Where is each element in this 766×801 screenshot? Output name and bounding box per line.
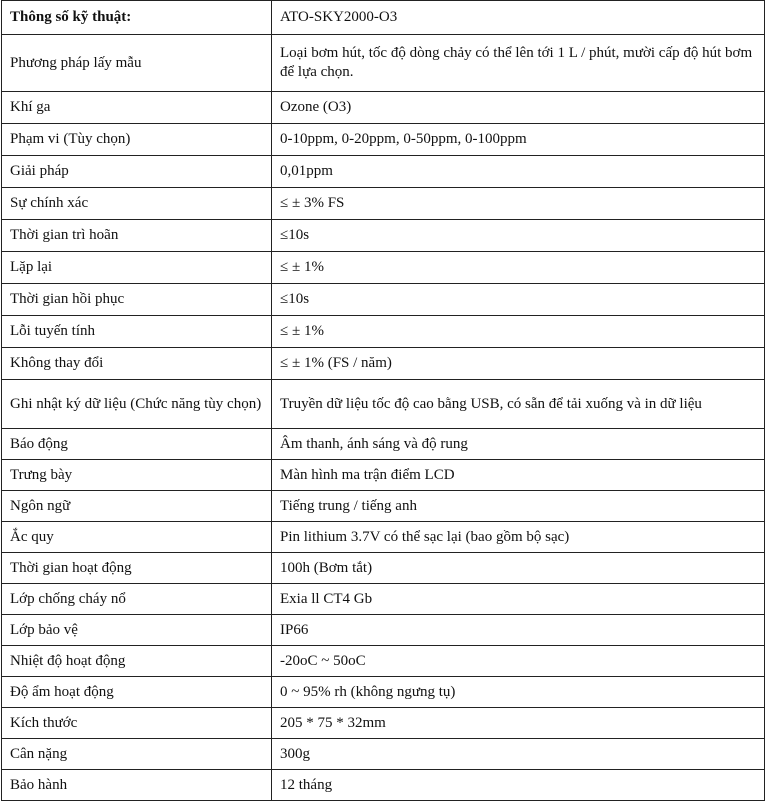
row-value: IP66 [272, 615, 765, 646]
header-label: Thông số kỹ thuật: [2, 1, 272, 35]
row-value: ≤ ± 3% FS [272, 188, 765, 220]
row-label: Giải pháp [2, 156, 272, 188]
row-label: Kích thước [2, 708, 272, 739]
table-row [2, 429, 765, 460]
table-row [2, 92, 765, 124]
table-row [2, 252, 765, 284]
row-value: Truyền dữ liệu tốc độ cao bằng USB, có sẵn để tải xuống và in dữ liệu [272, 380, 765, 429]
row-value: Exia ll CT4 Gb [272, 584, 765, 615]
table-row [2, 677, 765, 708]
row-value: ≤10s [272, 220, 765, 252]
table-row [2, 553, 765, 584]
row-value: Pin lithium 3.7V có thể sạc lại (bao gồm bộ sạc) [272, 522, 765, 553]
row-value: 205 * 75 * 32mm [272, 708, 765, 739]
row-label: Ắc quy [2, 522, 272, 553]
row-label: Lặp lại [2, 252, 272, 284]
row-label: Phạm vi (Tùy chọn) [2, 124, 272, 156]
table-row [2, 156, 765, 188]
table-row [2, 316, 765, 348]
table-row [2, 646, 765, 677]
table-header-row [2, 1, 765, 35]
row-label: Không thay đổi [2, 348, 272, 380]
row-label: Cân nặng [2, 739, 272, 770]
row-label: Báo động [2, 429, 272, 460]
row-value: ≤10s [272, 284, 765, 316]
row-label: Độ ẩm hoạt động [2, 677, 272, 708]
table-row [2, 615, 765, 646]
table-row [2, 770, 765, 801]
row-value: -20oC ~ 50oC [272, 646, 765, 677]
table-row [2, 284, 765, 316]
row-label: Lớp chống cháy nổ [2, 584, 272, 615]
row-value: 12 tháng [272, 770, 765, 801]
row-value: 100h (Bơm tắt) [272, 553, 765, 584]
row-value: ≤ ± 1% [272, 252, 765, 284]
spec-table [1, 0, 765, 801]
row-value: Loại bơm hút, tốc độ dòng chảy có thể lên tới 1 L / phút, mười cấp độ hút bơm để lựa chọn. [272, 35, 765, 92]
row-label: Lớp bảo vệ [2, 615, 272, 646]
table-row [2, 35, 765, 92]
table-row [2, 124, 765, 156]
row-label: Thời gian hoạt động [2, 553, 272, 584]
row-label: Khí ga [2, 92, 272, 124]
row-label: Ngôn ngữ [2, 491, 272, 522]
row-value: 0 ~ 95% rh (không ngưng tụ) [272, 677, 765, 708]
row-label: Trưng bày [2, 460, 272, 491]
row-value: 300g [272, 739, 765, 770]
row-label: Thời gian trì hoãn [2, 220, 272, 252]
row-label: Phương pháp lấy mẫu [2, 35, 272, 92]
row-value: 0,01ppm [272, 156, 765, 188]
table-row [2, 380, 765, 429]
row-label: Nhiệt độ hoạt động [2, 646, 272, 677]
row-value: Ozone (O3) [272, 92, 765, 124]
row-label: Thời gian hồi phục [2, 284, 272, 316]
table-row [2, 460, 765, 491]
table-row [2, 739, 765, 770]
row-value: Âm thanh, ánh sáng và độ rung [272, 429, 765, 460]
table-row [2, 522, 765, 553]
row-label: Bảo hành [2, 770, 272, 801]
row-value: Tiếng trung / tiếng anh [272, 491, 765, 522]
table-row [2, 584, 765, 615]
row-label: Lỗi tuyến tính [2, 316, 272, 348]
table-row [2, 491, 765, 522]
row-value: Màn hình ma trận điểm LCD [272, 460, 765, 491]
table-row [2, 220, 765, 252]
row-label: Sự chính xác [2, 188, 272, 220]
row-value: ≤ ± 1% (FS / năm) [272, 348, 765, 380]
row-label: Ghi nhật ký dữ liệu (Chức năng tùy chọn) [2, 380, 272, 429]
table-row [2, 188, 765, 220]
header-value: ATO-SKY2000-O3 [272, 1, 765, 35]
row-value: ≤ ± 1% [272, 316, 765, 348]
table-row [2, 348, 765, 380]
table-row [2, 708, 765, 739]
row-value: 0-10ppm, 0-20ppm, 0-50ppm, 0-100ppm [272, 124, 765, 156]
